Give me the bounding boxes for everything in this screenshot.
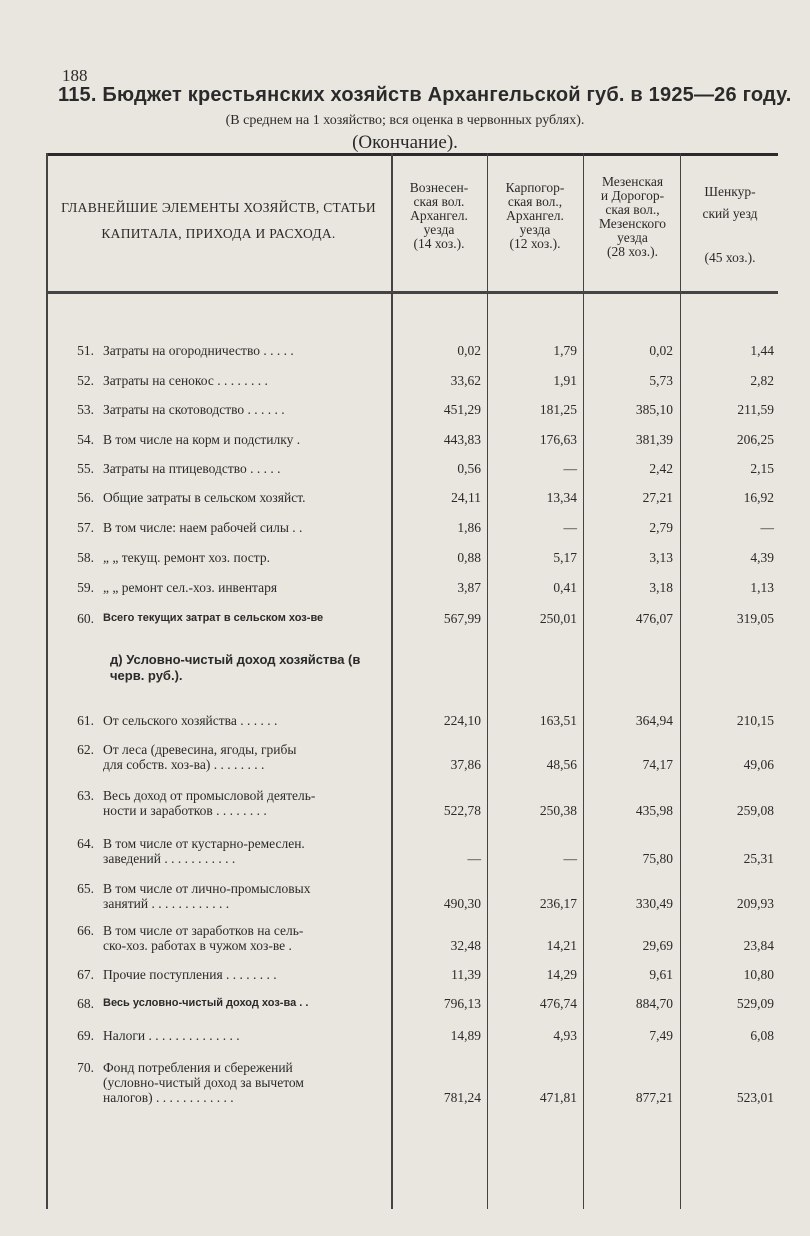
row-value: 75,80 [642,851,673,866]
row-value: 435,98 [635,803,673,818]
row-number: 53. [77,402,94,417]
row-value: 1,13 [750,580,774,595]
row-value: 1,44 [750,343,774,358]
row-label: Затраты на огородничество . . . . . [103,343,294,358]
row-value: 27,21 [642,490,673,505]
row-value: 451,29 [443,402,481,417]
row-label: Фонд потребления и сбережений (условно-чистый доход за вычетом налогов) . . . . . . . . . . . . [103,1060,304,1105]
row-value: 319,05 [736,611,774,626]
row-value: 250,01 [539,611,577,626]
header-column-shenkursky: Шенкур- ский уезд (45 хоз.). [702,184,758,265]
row-value: 385,10 [635,402,673,417]
row-number: 69. [77,1028,94,1043]
header-column-voznesenskaya: Вознесен- ская вол. Архангел. уезда (14 хоз.). [409,180,469,251]
row-value: 443,83 [443,432,481,447]
row-value: 211,59 [737,402,774,417]
row-number: 66. [77,923,94,938]
row-value: 11,39 [451,967,481,982]
row-value: 14,29 [546,967,577,982]
row-value: — [563,520,577,535]
row-number: 64. [77,836,94,851]
row-value: 0,56 [457,461,481,476]
row-value: 2,15 [750,461,774,476]
row-number: 52. [77,373,94,388]
row-label: Весь условно-чистый доход хоз-ва . . [103,997,309,1009]
row-value: 3,13 [649,550,673,565]
row-value: 877,21 [635,1090,673,1105]
row-value: 49,06 [743,757,774,772]
row-value: 1,86 [457,520,481,535]
row-number: 58. [77,550,94,565]
row-value: 13,34 [546,490,577,505]
row-label: „ „ текущ. ремонт хоз. постр. [103,550,270,565]
row-label: Затраты на птицеводство . . . . . [103,461,281,476]
row-value: 2,42 [649,461,673,476]
row-value: 884,70 [635,996,673,1011]
row-value: 490,30 [443,896,481,911]
row-number: 68. [77,996,94,1011]
row-value: 476,07 [635,611,673,626]
column-divider [391,153,393,1209]
row-value: 32,48 [450,938,481,953]
row-value: 4,39 [750,550,774,565]
row-label: В том числе от лично-промысловых занятий . . . . . . . . . . . . [103,881,311,911]
row-label: Прочие поступления . . . . . . . . [103,967,277,982]
row-value: 476,74 [539,996,577,1011]
row-value: 1,79 [553,343,577,358]
row-value: 48,56 [546,757,577,772]
row-label: Затраты на скотоводство . . . . . . [103,402,285,417]
row-value: — [760,520,774,535]
row-number: 60. [77,611,94,626]
row-value: 2,79 [649,520,673,535]
row-value: 24,11 [451,490,481,505]
header-column-mezenskaya: Мезенская и Дорогор- ская вол., Мезенского уезда (28 хоз.). [598,174,667,259]
section-heading: д) Условно-чистый доход хозяйства (в черв. руб.). [110,652,361,683]
row-value: 1,91 [553,373,577,388]
row-number: 67. [77,967,94,982]
column-divider [680,153,681,1209]
row-value: 163,51 [539,713,577,728]
row-value: 224,10 [443,713,481,728]
row-value: 206,25 [736,432,774,447]
row-label: От сельского хозяйства . . . . . . [103,713,278,728]
row-number: 63. [77,788,94,803]
row-value: 16,92 [743,490,774,505]
page-number: 188 [62,66,88,85]
row-value: 0,02 [457,343,481,358]
row-value: 3,18 [649,580,673,595]
row-value: 74,17 [642,757,673,772]
row-value: 523,01 [736,1090,774,1105]
row-value: 471,81 [539,1090,577,1105]
table-header-rule [46,291,778,294]
table-subtitle: (В среднем на 1 хозяйство; вся оценка в червонных рублях). [225,113,585,128]
row-value: 3,87 [457,580,481,595]
table-title: 115. Бюджет крестьянских хозяйств Архангельской губ. в 1925—26 году. [58,84,792,106]
row-value: — [563,851,577,866]
row-value: 250,38 [539,803,577,818]
row-label: В том числе от заработков на сель- ско-хоз. работах в чужом хоз-ве . [103,923,304,953]
row-value: 529,09 [736,996,774,1011]
row-number: 57. [77,520,94,535]
row-number: 65. [77,881,94,896]
row-value: 364,94 [635,713,673,728]
row-label: В том числе: наем рабочей силы . . [103,520,303,535]
row-value: 176,63 [539,432,577,447]
row-number: 62. [77,742,94,757]
row-label: Весь доход от промысловой деятель- ности и заработков . . . . . . . . [103,788,316,818]
row-number: 55. [77,461,94,476]
row-value: 5,73 [649,373,673,388]
row-label: В том числе на корм и подстилку . [103,432,301,447]
row-number: 59. [77,580,94,595]
row-label: „ „ ремонт сел.-хоз. инвентаря [103,580,278,595]
row-value: 381,39 [635,432,673,447]
row-value: 5,17 [553,550,577,565]
row-value: 522,78 [443,803,481,818]
column-divider [487,153,488,1209]
row-number: 61. [77,713,94,728]
row-value: 7,49 [649,1028,673,1043]
row-number: 51. [77,343,94,358]
table-top-rule [46,153,778,156]
row-value: 330,49 [635,896,673,911]
row-value: 33,62 [450,373,481,388]
row-label: Затраты на сенокос . . . . . . . . [103,373,268,388]
row-value: 14,89 [450,1028,481,1043]
header-column-karpogorskaya: Карпогор- ская вол., Архангел. уезда (12 хоз.). [505,180,565,251]
row-value: 14,21 [546,938,577,953]
row-value: 210,15 [736,713,774,728]
row-label: Общие затраты в сельском хозяйст. [103,490,306,505]
header-main-column: ГЛАВНЕЙШИЕ ЭЛЕМЕНТЫ ХОЗЯЙСТВ, СТАТЬИ КАПИТАЛА, ПРИХОДА И РАСХОДА. [61,200,376,241]
row-number: 56. [77,490,94,505]
row-value: 37,86 [450,757,481,772]
row-value: 567,99 [443,611,481,626]
row-number: 54. [77,432,94,447]
row-value: 181,25 [539,402,577,417]
row-number: 70. [77,1060,94,1075]
row-label: Налоги . . . . . . . . . . . . . . [103,1028,240,1043]
row-value: 0,88 [457,550,481,565]
row-value: — [467,851,481,866]
row-value: 25,31 [743,851,774,866]
row-value: 29,69 [642,938,673,953]
row-value: 2,82 [750,373,774,388]
column-divider [583,153,584,1209]
row-value: 0,02 [649,343,673,358]
row-value: 236,17 [539,896,577,911]
row-value: 209,93 [736,896,774,911]
row-value: 781,24 [443,1090,481,1105]
row-value: 0,41 [553,580,577,595]
table-left-border [46,153,48,1209]
row-value: 259,08 [736,803,774,818]
row-value: — [563,461,577,476]
row-value: 23,84 [743,938,774,953]
row-value: 796,13 [443,996,481,1011]
row-value: 4,93 [553,1028,577,1043]
continued-note: (Окончание). [352,132,458,153]
row-value: 6,08 [750,1028,774,1043]
row-label: От леса (древесина, ягоды, грибы для собств. хоз-ва) . . . . . . . . [103,742,297,772]
row-label: В том числе от кустарно-ремеслен. заведений . . . . . . . . . . . [103,836,305,866]
row-label: Всего текущих затрат в сельском хоз-ве [103,612,324,624]
row-value: 9,61 [649,967,673,982]
row-value: 10,80 [743,967,774,982]
